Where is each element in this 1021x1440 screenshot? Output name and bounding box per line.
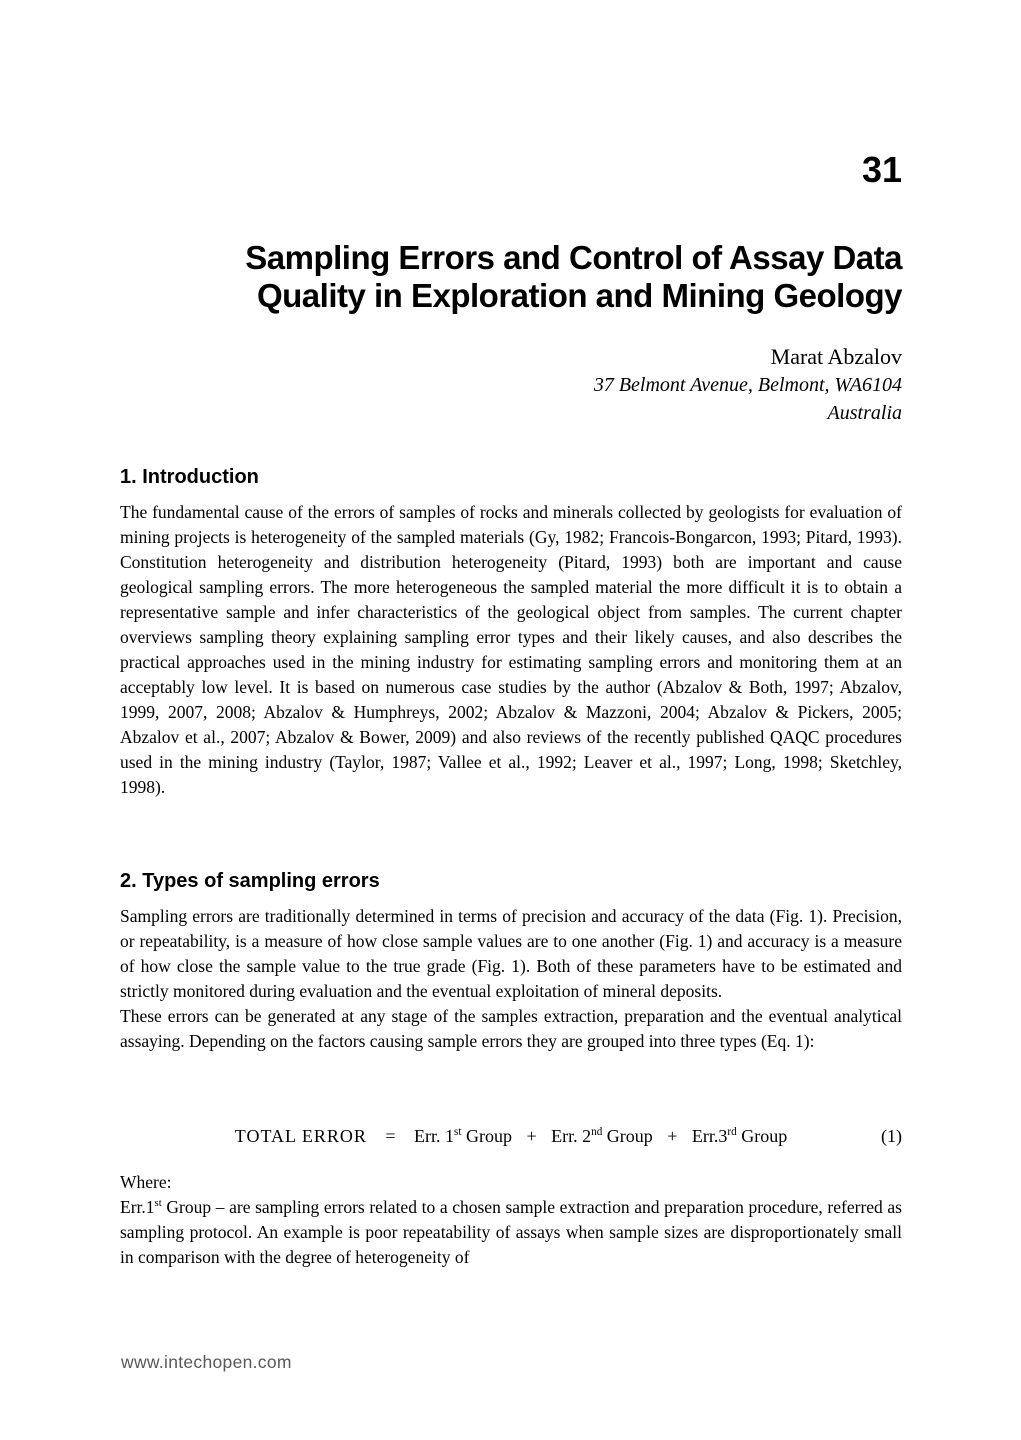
equation-term-1 [414, 1126, 512, 1146]
equation-equals-sign: = [385, 1126, 396, 1146]
equation-plus-sign-1: + [526, 1126, 537, 1146]
err-group-1-definition [120, 1195, 902, 1270]
equation-term-1-superscript: st [454, 1126, 462, 1138]
equation-term-3 [692, 1126, 787, 1146]
chapter-title-line-1: Sampling Errors and Control of Assay Data [245, 239, 902, 276]
author-name: Marat Abzalov [770, 344, 902, 369]
equation-term-1-suffix: Group [461, 1126, 512, 1146]
equation-plus-sign-2: + [667, 1126, 678, 1146]
equation-term-1-base: Err. 1 [414, 1126, 454, 1146]
types-body [120, 904, 902, 1054]
equation-1 [120, 1122, 902, 1150]
section-heading-introduction: 1. Introduction [120, 466, 259, 488]
byline [120, 342, 902, 427]
footer-url: www.intechopen.com [121, 1352, 292, 1372]
page-number: 31 [861, 149, 902, 190]
author-country: Australia [827, 402, 902, 424]
where-block [120, 1170, 902, 1270]
equation-body [235, 1122, 787, 1150]
err-group-1-text: Group – are sampling errors related to a chosen sample extraction and preparation procedure, referred as sampling protocol. An example is poor repeatability of assays when sample sizes are disproportionately small in comparison with the degree of heterogeneity of [120, 1197, 902, 1267]
equation-term-2-superscript: nd [591, 1126, 603, 1138]
author-address: 37 Belmont Avenue, Belmont, WA6104 [593, 374, 902, 396]
equation-term-2-base: Err. 2 [551, 1126, 592, 1146]
equation-number: (1) [881, 1126, 902, 1146]
chapter-title-line-2: Quality in Exploration and Mining Geology [256, 277, 902, 314]
equation-term-3-superscript: rd [727, 1126, 737, 1138]
introduction-paragraph: The fundamental cause of the errors of samples of rocks and minerals collected by geologists for evaluation of mining projects is heterogeneity of the sampled materials (Gy, 1982; Francois-Bongarcon, 1993; Pitard, 1993). Constitution heterogeneity and distribution heterogeneity (Pitard, 1993) both are important and cause geological sampling errors. The more heterogeneous the sampled material the more difficult it is to obtain a representative sample and infer characteristics of the geological object from samples. The current chapter overviews sampling theory explaining sampling error types and their likely causes, and also describes the practical approaches used in the mining industry for estimating sampling errors and monitoring them at an acceptably low level. It is based on numerous case studies by the author (Abzalov & Both, 1997; Abzalov, 1999, 2007, 2008; Abzalov & Humphreys, 2002; Abzalov & Mazzoni, 2004; Abzalov & Pickers, 2005; Abzalov et al., 2007; Abzalov & Bower, 2009) and also reviews of the recently published QAQC procedures used in the mining industry (Taylor, 1987; Vallee et al., 1992; Leaver et al., 1997; Long, 1998; Sketchley, 1998). [120, 502, 902, 797]
err-group-1-superscript: st [154, 1197, 162, 1210]
chapter-title [100, 239, 902, 315]
equation-term-2 [551, 1126, 653, 1146]
equation-term-2-suffix: Group [602, 1126, 653, 1146]
where-label: Where: [120, 1172, 172, 1192]
equation-lhs: TOTAL ERROR [234, 1126, 367, 1146]
section-heading-types-of-sampling-errors: 2. Types of sampling errors [120, 870, 380, 892]
equation-term-3-base: Err.3 [691, 1126, 728, 1146]
equation-term-3-suffix: Group [736, 1126, 788, 1146]
types-paragraph-1: Sampling errors are traditionally determined in terms of precision and accuracy of the data (Fig. 1). Precision, or repeatability, is a measure of how close sample values are to one another (Fig. 1) and accuracy is a measure of how close the sample value to the true grade (Fig. 1). Both of these parameters have to be estimated and strictly monitored during evaluation and the eventual exploitation of mineral deposits. [120, 906, 902, 1001]
err-group-1-base: Err.1 [120, 1197, 155, 1217]
types-paragraph-2: These errors can be generated at any stage of the samples extraction, preparation and the eventual analytical assaying. Depending on the factors causing sample errors they are grouped into three types (Eq. 1): [120, 1006, 902, 1051]
